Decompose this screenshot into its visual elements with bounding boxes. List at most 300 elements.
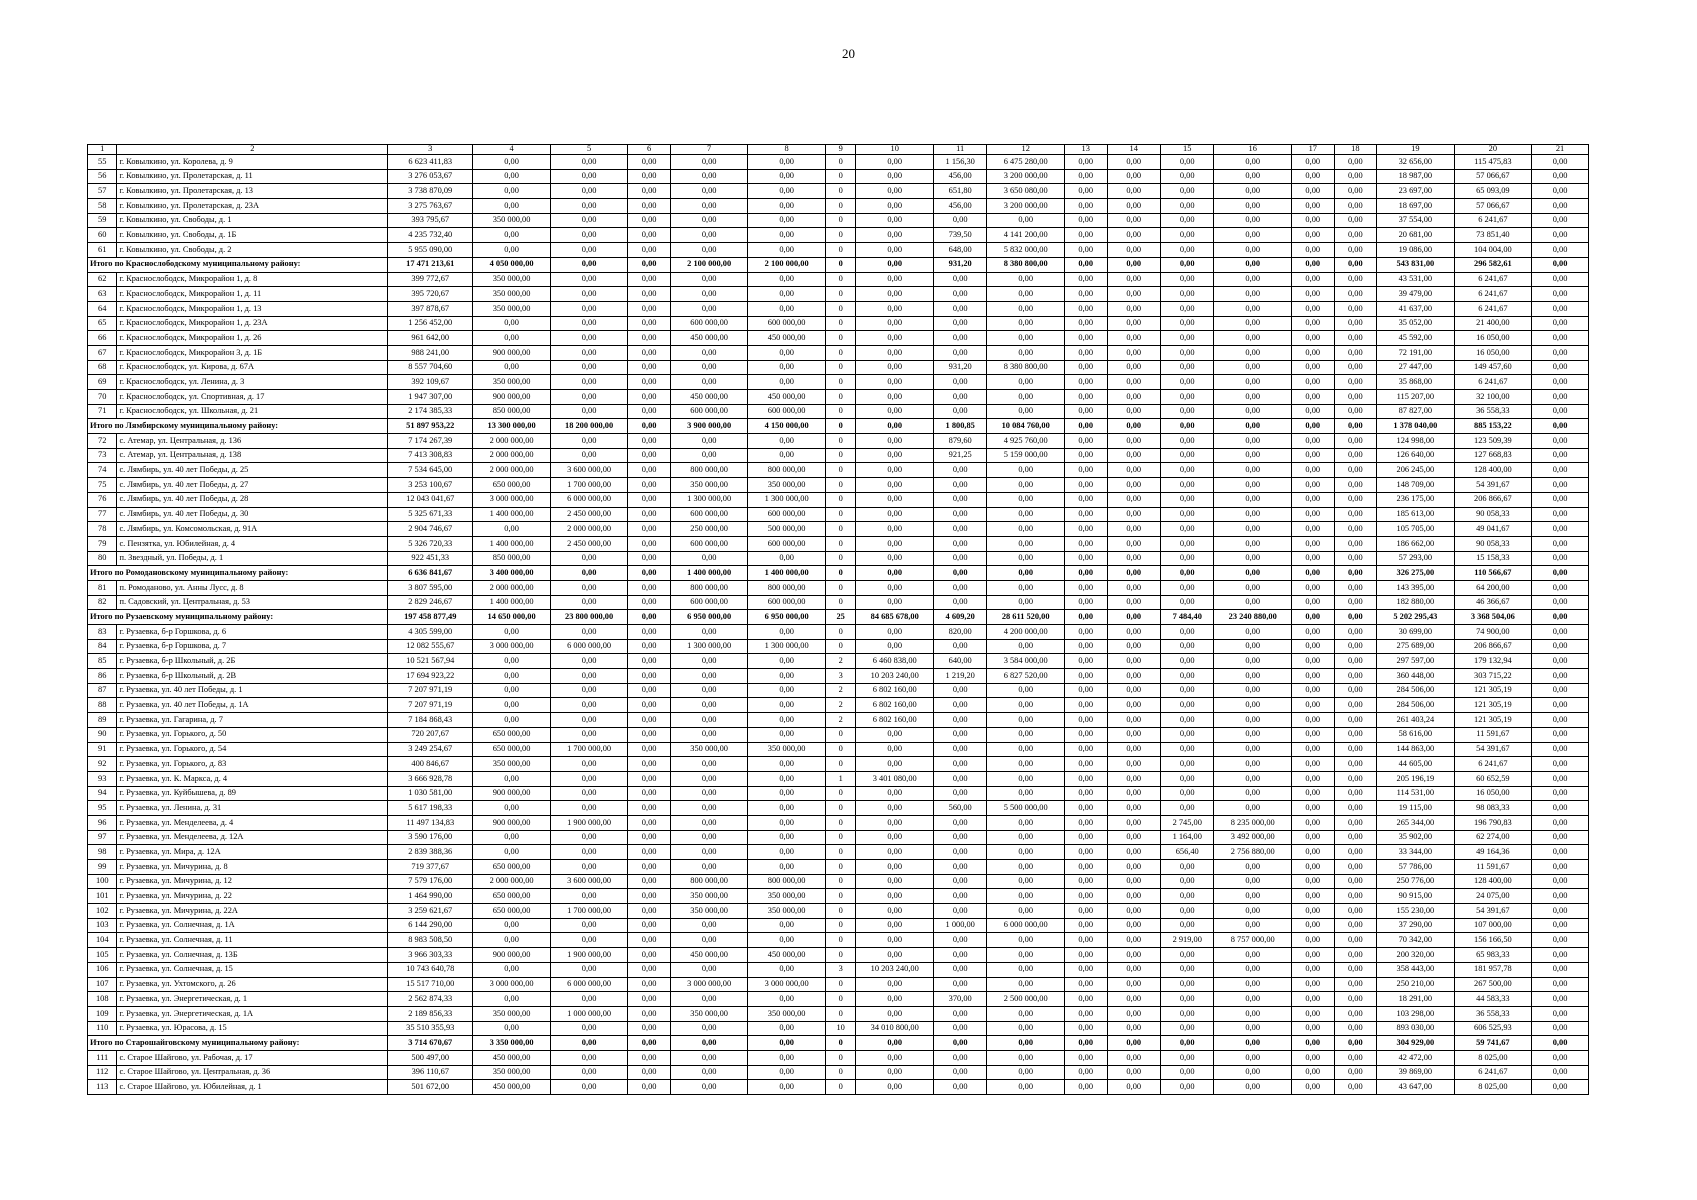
value-cell: 0,00 — [550, 1065, 628, 1080]
value-cell: 90 058,33 — [1454, 536, 1532, 551]
value-cell: 0,00 — [1064, 669, 1107, 684]
value-cell: 6 241,67 — [1454, 287, 1532, 302]
row-number-cell: 75 — [88, 478, 117, 493]
value-cell: 0,00 — [550, 757, 628, 772]
value-cell: 0,00 — [1064, 889, 1107, 904]
row-number-cell: 70 — [88, 390, 117, 405]
value-cell: 0,00 — [670, 1080, 748, 1095]
value-cell: 0,00 — [1291, 933, 1334, 948]
value-cell: 6 000 000,00 — [550, 639, 628, 654]
value-cell: 0,00 — [1334, 669, 1377, 684]
value-cell: 650 000,00 — [473, 904, 551, 919]
value-cell: 0,00 — [1107, 610, 1160, 625]
value-cell: 720 207,67 — [388, 727, 473, 742]
value-cell: 0,00 — [987, 1021, 1065, 1036]
value-cell: 0,00 — [628, 345, 671, 360]
address-cell: г. Краснослободск, ул. Кирова, д. 67А — [117, 360, 388, 375]
value-cell: 0,00 — [550, 551, 628, 566]
value-cell: 0 — [825, 228, 856, 243]
value-cell: 0,00 — [1107, 551, 1160, 566]
value-cell: 103 298,00 — [1377, 1006, 1455, 1021]
value-cell: 0,00 — [1214, 551, 1292, 566]
value-cell: 0,00 — [1334, 404, 1377, 419]
value-cell: 0,00 — [628, 316, 671, 331]
value-cell: 0,00 — [748, 287, 826, 302]
value-cell: 0,00 — [1214, 595, 1292, 610]
value-cell: 0,00 — [1532, 610, 1589, 625]
value-cell: 0,00 — [1334, 448, 1377, 463]
value-cell: 0,00 — [856, 830, 934, 845]
value-cell: 0,00 — [628, 830, 671, 845]
value-cell: 36 558,33 — [1454, 1006, 1532, 1021]
value-cell: 0 — [825, 595, 856, 610]
table-row — [88, 801, 1589, 816]
value-cell: 0,00 — [1107, 169, 1160, 184]
value-cell: 0,00 — [1334, 390, 1377, 405]
value-cell: 0,00 — [473, 933, 551, 948]
value-cell: 0,00 — [748, 272, 826, 287]
value-cell: 0,00 — [1064, 507, 1107, 522]
address-cell: г. Рузаевка, ул. Ухтомского, д. 26 — [117, 977, 388, 992]
value-cell: 640,00 — [933, 654, 986, 669]
value-cell: 650 000,00 — [473, 742, 551, 757]
value-cell: 0,00 — [1334, 184, 1377, 199]
value-cell: 0,00 — [1107, 713, 1160, 728]
value-cell: 0,00 — [1064, 992, 1107, 1007]
value-cell: 0,00 — [1064, 199, 1107, 214]
value-cell: 196 790,83 — [1454, 815, 1532, 830]
value-cell: 2 756 880,00 — [1214, 845, 1292, 860]
value-cell: 24 075,00 — [1454, 889, 1532, 904]
value-cell: 0,00 — [1107, 1080, 1160, 1095]
value-cell: 11 497 134,83 — [388, 815, 473, 830]
value-cell: 450 000,00 — [670, 331, 748, 346]
value-cell: 0,00 — [856, 742, 934, 757]
value-cell: 5 159 000,00 — [987, 448, 1065, 463]
value-cell: 0,00 — [628, 1050, 671, 1065]
value-cell: 0,00 — [628, 860, 671, 875]
value-cell: 0 — [825, 1080, 856, 1095]
value-cell: 0,00 — [1334, 654, 1377, 669]
value-cell: 0 — [825, 933, 856, 948]
value-cell: 6 802 160,00 — [856, 713, 934, 728]
value-cell: 0,00 — [1334, 801, 1377, 816]
value-cell: 0,00 — [1160, 742, 1213, 757]
value-cell: 0,00 — [1214, 375, 1292, 390]
value-cell: 0,00 — [1291, 316, 1334, 331]
value-cell: 1 — [825, 771, 856, 786]
address-cell: г. Краснослободск, Микрорайон 1, д. 11 — [117, 287, 388, 302]
value-cell: 0,00 — [1160, 155, 1213, 170]
value-cell: 0,00 — [550, 199, 628, 214]
value-cell: 1 900 000,00 — [550, 815, 628, 830]
value-cell: 0,00 — [1291, 918, 1334, 933]
row-number-cell: 78 — [88, 522, 117, 537]
value-cell: 0,00 — [856, 992, 934, 1007]
value-cell: 0,00 — [473, 698, 551, 713]
column-number-cell: 15 — [1160, 145, 1213, 155]
value-cell: 0,00 — [933, 757, 986, 772]
value-cell: 0,00 — [1064, 1006, 1107, 1021]
value-cell: 922 451,33 — [388, 551, 473, 566]
table-row — [88, 771, 1589, 786]
value-cell: 450 000,00 — [670, 390, 748, 405]
address-cell: г. Рузаевка, ул. Мичурина, д. 22 — [117, 889, 388, 904]
value-cell: 60 652,59 — [1454, 771, 1532, 786]
table-row — [88, 1065, 1589, 1080]
value-cell: 0,00 — [1334, 507, 1377, 522]
value-cell: 0,00 — [1291, 889, 1334, 904]
value-cell: 0,00 — [628, 786, 671, 801]
value-cell: 0,00 — [856, 419, 934, 434]
value-cell: 205 196,19 — [1377, 771, 1455, 786]
value-cell: 6 000 000,00 — [987, 918, 1065, 933]
value-cell: 0,00 — [987, 301, 1065, 316]
value-cell: 0,00 — [1291, 184, 1334, 199]
value-cell: 961 642,00 — [388, 331, 473, 346]
value-cell: 0,00 — [1064, 683, 1107, 698]
value-cell: 0,00 — [628, 228, 671, 243]
table-row — [88, 213, 1589, 228]
value-cell: 0,00 — [856, 492, 934, 507]
value-cell: 0,00 — [1107, 860, 1160, 875]
value-cell: 0,00 — [670, 1065, 748, 1080]
value-cell: 0,00 — [1334, 331, 1377, 346]
value-cell: 0,00 — [1107, 948, 1160, 963]
address-cell: с. Старое Шайгово, ул. Рабочая, д. 17 — [117, 1050, 388, 1065]
value-cell: 84 685 678,00 — [856, 610, 934, 625]
value-cell: 0,00 — [1107, 845, 1160, 860]
address-cell: п. Садовский, ул. Центральная, д. 53 — [117, 595, 388, 610]
value-cell: 0,00 — [1334, 742, 1377, 757]
address-cell: с. Атемар, ул. Центральная, д. 138 — [117, 448, 388, 463]
value-cell: 0,00 — [1107, 595, 1160, 610]
table-row — [88, 962, 1589, 977]
value-cell: 0,00 — [933, 316, 986, 331]
value-cell: 0,00 — [856, 977, 934, 992]
value-cell: 0,00 — [1064, 551, 1107, 566]
address-cell: г. Ковылкино, ул. Королева, д. 9 — [117, 155, 388, 170]
value-cell: 0,00 — [670, 272, 748, 287]
value-cell: 0,00 — [1291, 287, 1334, 302]
value-cell: 0,00 — [1064, 1021, 1107, 1036]
value-cell: 3 000 000,00 — [670, 977, 748, 992]
table-row — [88, 316, 1589, 331]
value-cell: 0,00 — [1532, 580, 1589, 595]
value-cell: 879,60 — [933, 434, 986, 449]
value-cell: 0,00 — [1334, 360, 1377, 375]
value-cell: 0 — [825, 434, 856, 449]
value-cell: 0,00 — [670, 683, 748, 698]
row-number-cell: 84 — [88, 639, 117, 654]
value-cell: 15 517 710,00 — [388, 977, 473, 992]
value-cell: 3 000 000,00 — [473, 977, 551, 992]
value-cell: 0,00 — [933, 551, 986, 566]
value-cell: 0,00 — [1214, 522, 1292, 537]
value-cell: 0,00 — [628, 536, 671, 551]
row-number-cell: 64 — [88, 301, 117, 316]
value-cell: 1 378 040,00 — [1377, 419, 1455, 434]
value-cell: 0,00 — [933, 345, 986, 360]
value-cell: 0,00 — [670, 375, 748, 390]
value-cell: 6 241,67 — [1454, 213, 1532, 228]
value-cell: 0,00 — [1532, 757, 1589, 772]
value-cell: 1 800,85 — [933, 419, 986, 434]
value-cell: 0,00 — [856, 184, 934, 199]
value-cell: 800 000,00 — [670, 874, 748, 889]
address-cell: г. Краснослободск, Микрорайон 1, д. 13 — [117, 301, 388, 316]
value-cell: 0,00 — [1064, 360, 1107, 375]
value-cell: 0,00 — [748, 360, 826, 375]
value-cell: 0,00 — [670, 933, 748, 948]
value-cell: 8 380 800,00 — [987, 360, 1065, 375]
value-cell: 396 110,67 — [388, 1065, 473, 1080]
address-cell: г. Краснослободск, ул. Школьная, д. 21 — [117, 404, 388, 419]
value-cell: 2 174 385,33 — [388, 404, 473, 419]
value-cell: 0,00 — [628, 771, 671, 786]
value-cell: 0,00 — [1532, 801, 1589, 816]
value-cell: 0,00 — [1160, 654, 1213, 669]
value-cell: 0,00 — [550, 654, 628, 669]
value-cell: 65 983,33 — [1454, 948, 1532, 963]
value-cell: 0,00 — [1532, 478, 1589, 493]
value-cell: 0,00 — [1107, 228, 1160, 243]
value-cell: 0,00 — [933, 213, 986, 228]
value-cell: 0,00 — [1160, 683, 1213, 698]
address-cell: г. Рузаевка, ул. 40 лет Победы, д. 1 — [117, 683, 388, 698]
value-cell: 0,00 — [987, 345, 1065, 360]
value-cell: 0,00 — [933, 463, 986, 478]
value-cell: 0,00 — [748, 375, 826, 390]
address-cell: г. Рузаевка, ул. Мичурина, д. 8 — [117, 860, 388, 875]
value-cell: 0,00 — [748, 683, 826, 698]
value-cell: 8 757 000,00 — [1214, 933, 1292, 948]
value-cell: 0,00 — [933, 287, 986, 302]
value-cell: 10 084 760,00 — [987, 419, 1065, 434]
value-cell: 5 325 671,33 — [388, 507, 473, 522]
value-cell: 560,00 — [933, 801, 986, 816]
value-cell: 0,00 — [1291, 698, 1334, 713]
value-cell: 0,00 — [1291, 580, 1334, 595]
table-row — [88, 478, 1589, 493]
value-cell: 197 458 877,49 — [388, 610, 473, 625]
value-cell: 0,00 — [1160, 1006, 1213, 1021]
value-cell: 0,00 — [1064, 331, 1107, 346]
value-cell: 0,00 — [550, 213, 628, 228]
value-cell: 0,00 — [856, 507, 934, 522]
value-cell: 0,00 — [1214, 757, 1292, 772]
value-cell: 0,00 — [1532, 155, 1589, 170]
table-body — [88, 145, 1589, 1095]
value-cell: 0,00 — [550, 360, 628, 375]
value-cell: 0,00 — [933, 1065, 986, 1080]
value-cell: 0,00 — [1334, 272, 1377, 287]
value-cell: 450 000,00 — [473, 1080, 551, 1095]
value-cell: 0,00 — [1107, 669, 1160, 684]
table-row — [88, 815, 1589, 830]
value-cell: 2 100 000,00 — [670, 257, 748, 272]
value-cell: 0,00 — [1334, 845, 1377, 860]
value-cell: 0,00 — [1107, 566, 1160, 581]
value-cell: 0,00 — [550, 992, 628, 1007]
table-row — [88, 625, 1589, 640]
value-cell: 123 509,39 — [1454, 434, 1532, 449]
value-cell: 1 700 000,00 — [550, 478, 628, 493]
value-cell: 0,00 — [1160, 213, 1213, 228]
value-cell: 0,00 — [856, 933, 934, 948]
value-cell: 0,00 — [1107, 654, 1160, 669]
value-cell: 0,00 — [1160, 301, 1213, 316]
value-cell: 0 — [825, 918, 856, 933]
value-cell: 0,00 — [1334, 1050, 1377, 1065]
value-cell: 0,00 — [670, 199, 748, 214]
value-cell: 186 662,00 — [1377, 536, 1455, 551]
value-cell: 350 000,00 — [670, 904, 748, 919]
value-cell: 0,00 — [933, 301, 986, 316]
value-cell: 0,00 — [748, 551, 826, 566]
value-cell: 0,00 — [1532, 1036, 1589, 1051]
value-cell: 7 579 176,00 — [388, 874, 473, 889]
value-cell: 0,00 — [1214, 918, 1292, 933]
value-cell: 200 320,00 — [1377, 948, 1455, 963]
value-cell: 0,00 — [1064, 316, 1107, 331]
value-cell: 0 — [825, 639, 856, 654]
value-cell: 600 000,00 — [748, 507, 826, 522]
value-cell: 0,00 — [628, 727, 671, 742]
row-number-cell: 86 — [88, 669, 117, 684]
value-cell: 0,00 — [1064, 757, 1107, 772]
value-cell: 0,00 — [1532, 713, 1589, 728]
value-cell: 0,00 — [1532, 434, 1589, 449]
value-cell: 1 219,20 — [933, 669, 986, 684]
column-number-cell: 17 — [1291, 145, 1334, 155]
value-cell: 0,00 — [856, 918, 934, 933]
address-cell: г. Краснослободск, ул. Ленина, д. 3 — [117, 375, 388, 390]
value-cell: 0,00 — [1334, 243, 1377, 258]
column-number-cell: 5 — [550, 145, 628, 155]
table-row — [88, 184, 1589, 199]
value-cell: 0 — [825, 786, 856, 801]
value-cell: 0,00 — [748, 860, 826, 875]
value-cell: 8 557 704,60 — [388, 360, 473, 375]
address-cell: с. Атемар, ул. Центральная, д. 136 — [117, 434, 388, 449]
value-cell: 0,00 — [1532, 536, 1589, 551]
value-cell: 0,00 — [987, 287, 1065, 302]
value-cell: 70 342,00 — [1377, 933, 1455, 948]
address-cell: с. Лямбирь, ул. 40 лет Победы, д. 28 — [117, 492, 388, 507]
value-cell: 34 010 800,00 — [856, 1021, 934, 1036]
value-cell: 0,00 — [1064, 478, 1107, 493]
value-cell: 0,00 — [670, 918, 748, 933]
value-cell: 0,00 — [670, 786, 748, 801]
value-cell: 21 400,00 — [1454, 316, 1532, 331]
row-number-cell: 79 — [88, 536, 117, 551]
value-cell: 0,00 — [1214, 742, 1292, 757]
value-cell: 11 591,67 — [1454, 860, 1532, 875]
row-number-cell: 100 — [88, 874, 117, 889]
value-cell: 0,00 — [1291, 272, 1334, 287]
value-cell: 0,00 — [1064, 257, 1107, 272]
value-cell: 0,00 — [748, 830, 826, 845]
value-cell: 0,00 — [670, 962, 748, 977]
value-cell: 2 000 000,00 — [473, 448, 551, 463]
value-cell: 0,00 — [1532, 345, 1589, 360]
value-cell: 0,00 — [1107, 977, 1160, 992]
value-cell: 0,00 — [1291, 551, 1334, 566]
value-cell: 800 000,00 — [748, 463, 826, 478]
value-cell: 0,00 — [1107, 683, 1160, 698]
value-cell: 0,00 — [1160, 1021, 1213, 1036]
value-cell: 0,00 — [1214, 683, 1292, 698]
value-cell: 59 741,67 — [1454, 1036, 1532, 1051]
value-cell: 0,00 — [1334, 316, 1377, 331]
value-cell: 0,00 — [987, 390, 1065, 405]
value-cell: 0,00 — [473, 360, 551, 375]
value-cell: 0,00 — [1064, 213, 1107, 228]
value-cell: 0,00 — [933, 1006, 986, 1021]
value-cell: 1 300 000,00 — [748, 639, 826, 654]
address-cell: г. Рузаевка, ул. 40 лет Победы, д. 1А — [117, 698, 388, 713]
value-cell: 0,00 — [550, 962, 628, 977]
value-cell: 18 697,00 — [1377, 199, 1455, 214]
value-cell: 0,00 — [550, 683, 628, 698]
table-row — [88, 742, 1589, 757]
value-cell: 2 — [825, 698, 856, 713]
value-cell: 0,00 — [550, 243, 628, 258]
value-cell: 0,00 — [1107, 184, 1160, 199]
row-number-cell: 85 — [88, 654, 117, 669]
value-cell: 0,00 — [1214, 345, 1292, 360]
value-cell: 326 275,00 — [1377, 566, 1455, 581]
table-row — [88, 830, 1589, 845]
value-cell: 0,00 — [628, 625, 671, 640]
value-cell: 0,00 — [550, 771, 628, 786]
value-cell: 0,00 — [1334, 639, 1377, 654]
value-cell: 606 525,93 — [1454, 1021, 1532, 1036]
value-cell: 7 174 267,39 — [388, 434, 473, 449]
district-total-label: Итого по Ромодановскому муниципальному району: — [88, 566, 388, 581]
value-cell: 900 000,00 — [473, 390, 551, 405]
value-cell: 0,00 — [987, 1050, 1065, 1065]
value-cell: 0,00 — [550, 184, 628, 199]
value-cell: 0,00 — [1107, 536, 1160, 551]
value-cell: 0,00 — [550, 390, 628, 405]
value-cell: 0,00 — [856, 904, 934, 919]
value-cell: 0,00 — [550, 727, 628, 742]
value-cell: 350 000,00 — [748, 904, 826, 919]
value-cell: 3 600 000,00 — [550, 874, 628, 889]
value-cell: 0,00 — [1532, 199, 1589, 214]
value-cell: 0,00 — [1214, 331, 1292, 346]
value-cell: 0,00 — [670, 169, 748, 184]
value-cell: 5 326 720,33 — [388, 536, 473, 551]
value-cell: 39 869,00 — [1377, 1065, 1455, 1080]
value-cell: 0,00 — [748, 199, 826, 214]
value-cell: 0,00 — [987, 713, 1065, 728]
value-cell: 0,00 — [1107, 360, 1160, 375]
value-cell: 8 235 000,00 — [1214, 815, 1292, 830]
value-cell: 0,00 — [1064, 1065, 1107, 1080]
value-cell: 6 827 520,00 — [987, 669, 1065, 684]
value-cell: 0,00 — [933, 580, 986, 595]
value-cell: 0,00 — [1214, 228, 1292, 243]
value-cell: 0 — [825, 742, 856, 757]
value-cell: 0,00 — [1291, 786, 1334, 801]
value-cell: 0,00 — [856, 301, 934, 316]
value-cell: 0,00 — [933, 1021, 986, 1036]
value-cell: 0,00 — [670, 1036, 748, 1051]
value-cell: 0,00 — [1107, 522, 1160, 537]
